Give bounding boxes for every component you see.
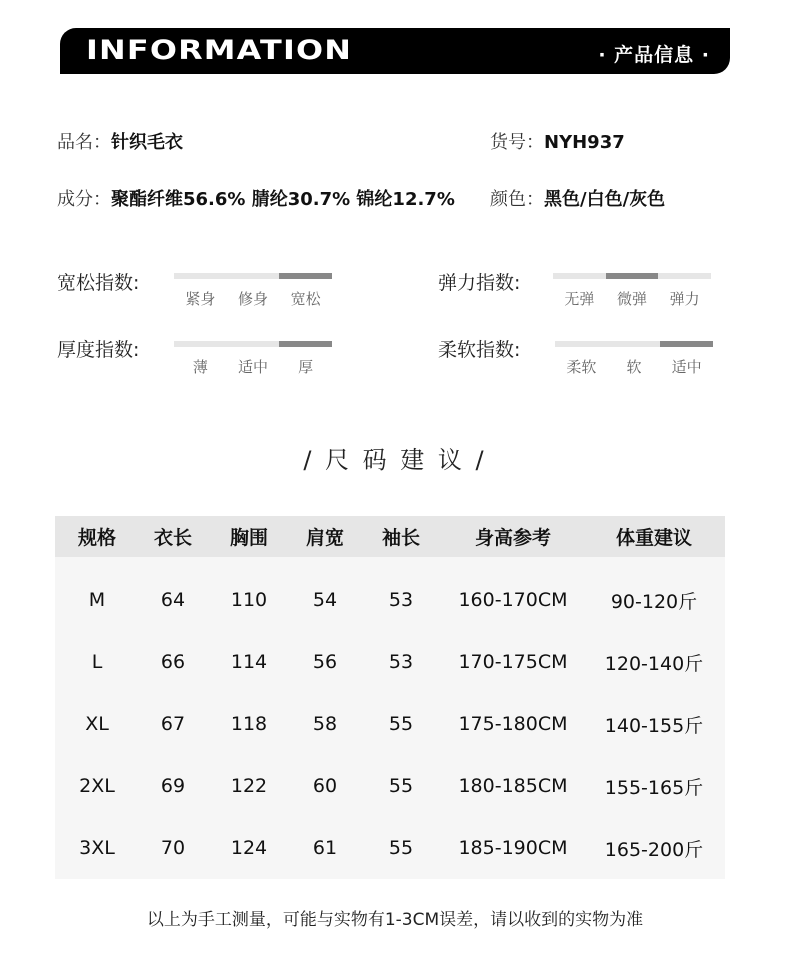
table-cell: 60	[312, 775, 338, 797]
header-brand-title: INFORMATION	[86, 35, 353, 66]
table-row	[55, 755, 725, 817]
table-cell: 55	[388, 713, 414, 735]
composition-value: 聚酯纤维56.6% 腈纶30.7% 锦纶12.7%	[111, 189, 455, 210]
header-cell-shoulder: 肩宽	[305, 527, 344, 549]
scale-option: 修身	[238, 290, 269, 308]
table-cell: 66	[160, 651, 186, 673]
table-cell: 3XL	[79, 837, 115, 859]
header-cn-title: · 产品信息 ·	[598, 44, 710, 66]
scale-option: 宽松	[290, 290, 321, 308]
scale-option: 适中	[238, 358, 269, 376]
table-cell: 64	[160, 589, 186, 611]
table-cell: 54	[312, 589, 338, 611]
table-cell: 69	[160, 775, 186, 797]
scale-option: 软	[626, 358, 642, 376]
fit-index-label: 宽松指数:	[57, 272, 140, 294]
elasticity-index-label: 弹力指数:	[438, 272, 521, 294]
scale-indicator	[279, 341, 332, 347]
table-cell: 180-185CM	[458, 775, 568, 797]
table-cell: 110	[230, 589, 268, 611]
table-cell: 124	[230, 837, 268, 859]
size-table	[55, 516, 725, 879]
table-cell: 114	[230, 651, 268, 673]
scale-indicator	[660, 341, 713, 347]
header-cell-weight: 体重建议	[615, 527, 692, 549]
table-cell: 120-140斤	[604, 652, 704, 675]
table-cell: XL	[85, 713, 109, 735]
table-cell: M	[88, 589, 106, 611]
scale-option: 柔软	[566, 358, 597, 376]
table-cell: 55	[388, 837, 414, 859]
header-cell-height: 身高参考	[474, 527, 551, 549]
table-cell: 140-155斤	[604, 714, 704, 737]
table-cell: 165-200斤	[604, 838, 704, 861]
header-cell-spec: 规格	[77, 527, 116, 549]
measurement-note: 以上为手工测量，可能与实物有1-3CM误差，请以收到的实物为准	[146, 910, 644, 930]
table-cell: 175-180CM	[458, 713, 568, 735]
table-cell: 67	[160, 713, 186, 735]
table-cell: 55	[388, 775, 414, 797]
elasticity-index-scale	[553, 273, 711, 308]
product-name-label: 品名：	[57, 132, 111, 153]
scale-option: 厚	[298, 358, 314, 376]
table-cell: 155-165斤	[604, 776, 704, 799]
table-cell: 185-190CM	[458, 837, 568, 859]
table-cell: 53	[388, 589, 414, 611]
table-cell: 90-120斤	[610, 590, 698, 613]
color-label: 颜色：	[490, 189, 544, 210]
info-header-bar	[60, 28, 730, 74]
product-code-value: NYH937	[544, 132, 625, 153]
product-name-value: 针织毛衣	[111, 132, 183, 153]
table-cell: 160-170CM	[458, 589, 568, 611]
table-row	[55, 631, 725, 693]
scale-option: 薄	[192, 358, 208, 376]
size-table-header	[55, 516, 725, 557]
thickness-index-label: 厚度指数:	[57, 339, 140, 361]
header-cell-length: 衣长	[153, 527, 192, 549]
scale-indicator	[279, 273, 332, 279]
table-cell: 2XL	[79, 775, 115, 797]
table-cell: 58	[312, 713, 338, 735]
table-cell: 70	[160, 837, 186, 859]
table-row	[55, 693, 725, 755]
fit-index-scale	[174, 273, 332, 308]
scale-option: 弹力	[669, 290, 700, 308]
table-row	[55, 569, 725, 631]
product-code-label: 货号：	[490, 132, 544, 153]
scale-option: 无弹	[564, 290, 595, 308]
table-cell: 122	[230, 775, 268, 797]
scale-option: 紧身	[185, 290, 216, 308]
scale-indicator	[606, 273, 659, 279]
thickness-index-scale	[174, 341, 332, 376]
softness-index-label: 柔软指数:	[438, 339, 521, 361]
table-cell: 56	[312, 651, 338, 673]
product-code-line	[490, 128, 625, 154]
softness-index-scale	[555, 341, 713, 376]
color-value: 黑色/白色/灰色	[544, 189, 666, 210]
size-section-title: / 尺 码 建 议 /	[303, 446, 487, 474]
composition-line	[57, 185, 455, 211]
table-cell: 53	[388, 651, 414, 673]
table-row	[55, 817, 725, 879]
header-cell-sleeve: 袖长	[381, 527, 420, 549]
table-cell: 170-175CM	[458, 651, 568, 673]
table-cell: 61	[312, 837, 338, 859]
scale-option: 适中	[671, 358, 702, 376]
table-cell: 118	[230, 713, 268, 735]
composition-label: 成分：	[57, 189, 111, 210]
table-cell: L	[91, 651, 103, 673]
scale-option: 微弹	[617, 290, 648, 308]
header-cell-chest: 胸围	[229, 527, 268, 549]
product-name-line	[57, 128, 183, 154]
color-line	[490, 185, 665, 211]
